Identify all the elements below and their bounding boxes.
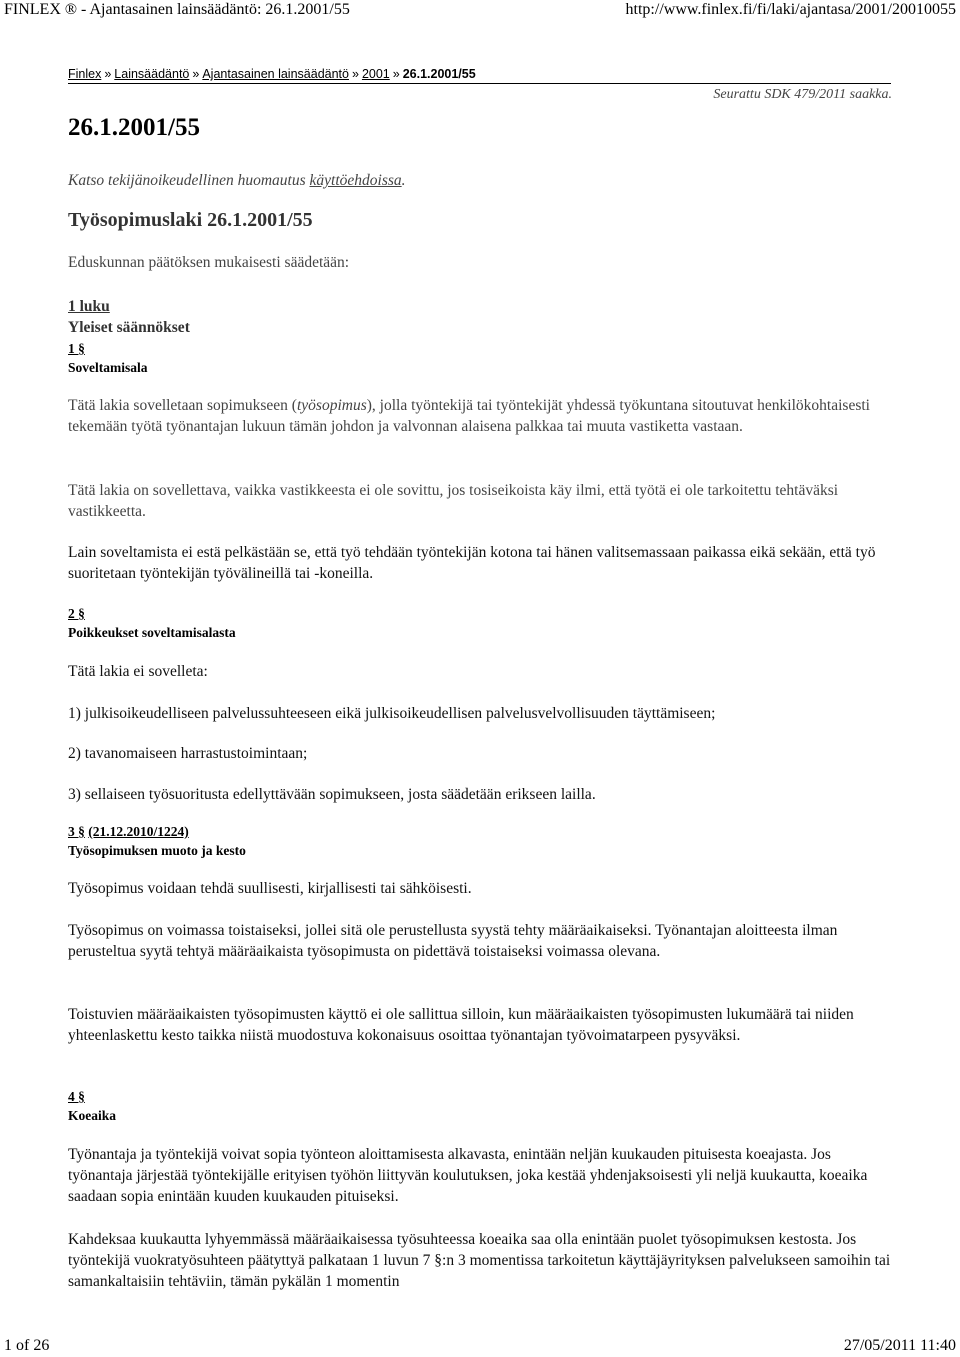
section-3-paragraph-1: Työsopimus voidaan tehdä suullisesti, kirjallisesti tai sähköisesti. (68, 880, 472, 897)
section-2-title: Poikkeukset soveltamisalasta (68, 625, 236, 640)
print-header-url: http://www.finlex.fi/fi/laki/ajantasa/2001/20010055 (625, 1, 956, 18)
section-4-number[interactable]: 4 § (68, 1089, 85, 1104)
copyright-text: Katso tekijänoikeudellinen huomautus (68, 172, 310, 189)
chapter-title: Yleiset säännökset (68, 319, 190, 336)
section-1-title: Soveltamisala (68, 360, 148, 375)
section-2-heading (68, 604, 236, 642)
enactment-clause: Eduskunnan päätöksen mukaisesti säädetään: (68, 254, 350, 271)
breadcrumb (68, 67, 891, 84)
section-2-paragraph-2: 1) julkisoikeudelliseen palvelussuhteeseen eikä julkisoikeudellisen palvelusvelvollisuuden täyttämiseen; (68, 705, 716, 722)
section-1-paragraph-3: Lain soveltamista ei estä pelkästään se, että työ tehdään työntekijän kotona tai hänen valitsemassaan paikassa eikä sekään, että työ suoritetaan työntekijän työvälineillä tai -koneilla. (68, 544, 876, 582)
breadcrumb-separator: » (104, 67, 112, 81)
breadcrumb-separator: » (192, 67, 200, 81)
section-2-paragraph-1: Tätä lakia ei sovelleta: (68, 663, 208, 680)
breadcrumb-ajantasainen[interactable]: Ajantasainen lainsäädäntö (202, 67, 349, 81)
section-4-paragraph-1: Työnantaja ja työntekijä voivat sopia työnteon aloittamisesta alkavasta, enintään neljän kuukauden pituisesta koeajasta. Jos työnantaja järjestää työntekijälle erityisen työhön liittyvän koulutuksen, joka kestää yhdenjaksoisesti yli neljä kuukautta, koeaika saadaan sopia enintään kuuden kuukauden pituiseksi. (68, 1146, 868, 1205)
section-4-paragraph-2: Kahdeksaa kuukautta lyhyemmässä määräaikaisessa työsuhteessa koeaika saa olla enintään puolet työsopimuksen kestosta. Jos työntekijä vuokratyösuhteen päätyttyä palkataan 1 luvun 7 §:n 3 momentissa tarkoitetun käyttäjäyrityksen palvelukseen samoihin tai samankaltaisiin tehtäviin, tämän pykälän 1 momentin (68, 1231, 891, 1290)
law-title: Työsopimuslaki 26.1.2001/55 (68, 209, 313, 231)
section-4-title: Koeaika (68, 1108, 117, 1123)
section-3-number[interactable]: 3 § (68, 824, 85, 839)
chapter-heading (68, 296, 190, 338)
copyright-notice (68, 172, 406, 190)
section-1-paragraph-1: Tätä lakia sovelletaan sopimukseen (työsopimus), jolla työntekijä tai työntekijät yhdessä työkuntana sitoutuvat henkilökohtaisesti tekemään työtä työnantajan lukuun tämän johdon ja valvonnan alaisena palkkaa tai muuta vastiketta vastaan. (68, 397, 870, 435)
followed-note: Seurattu SDK 479/2011 saakka. (713, 87, 892, 102)
section-1-paragraph-2: Tätä lakia on sovellettava, vaikka vastikkeesta ei ole sovittu, jos tosiseikoista käy ilmi, että työtä ei ole tarkoitettu tehtäväksi vastikkeetta. (68, 482, 839, 520)
copyright-end: . (401, 172, 406, 189)
section-4-heading (68, 1087, 116, 1125)
defined-term: työsopimus (296, 397, 367, 414)
breadcrumb-separator: » (392, 67, 400, 81)
terms-of-use-link[interactable]: käyttöehdoissa (309, 172, 402, 189)
print-header-title: FINLEX ® - Ajantasainen lainsäädäntö: 26.1.2001/55 (4, 1, 350, 18)
chapter-number: 1 luku (68, 298, 110, 315)
section-3-paragraph-3: Toistuvien määräaikaisten työsopimusten käyttö ei ole sallittua silloin, kun määräaikaisten työsopimusten lukumäärä tai niiden yhteenlaskettu kesto taikka niistä muodostuva kokonaisuus osoittaa työnantajan työvoimatarpeen pysyväksi. (68, 1006, 854, 1044)
page-title: 26.1.2001/55 (68, 114, 200, 141)
breadcrumb-lainsaadanto[interactable]: Lainsäädäntö (114, 67, 190, 81)
page-count: 1 of 26 (4, 1337, 50, 1354)
section-2-number[interactable]: 2 § (68, 606, 85, 621)
section-1-number[interactable]: 1 § (68, 341, 85, 356)
section-2-paragraph-4: 3) sellaiseen työsuoritusta edellyttävään sopimukseen, josta säädetään erikseen laillа. (68, 786, 596, 803)
breadcrumb-year[interactable]: 2001 (361, 67, 390, 81)
print-timestamp: 27/05/2011 11:40 (843, 1337, 956, 1354)
breadcrumb-finlex[interactable]: Finlex (68, 67, 102, 81)
print-header (0, 0, 960, 22)
section-2-paragraph-3: 2) tavanomaiseen harrastustoimintaan; (68, 745, 308, 762)
breadcrumb-current: 26.1.2001/55 (402, 67, 476, 81)
section-3-heading (68, 822, 246, 860)
section-3-amendment[interactable]: (21.12.2010/1224) (88, 824, 189, 839)
breadcrumb-separator: » (351, 67, 359, 81)
print-footer (0, 1336, 960, 1356)
section-1-heading (68, 339, 148, 377)
section-3-paragraph-2: Työsopimus on voimassa toistaiseksi, jollei sitä ole perustellusta syystä tehty määräaikaiseksi. Työnantajan aloitteesta ilman perusteltua syytä tehtyä määräaikaista työsopimusta on pidettävä toistaiseksi voimassa olevana. (68, 922, 838, 960)
section-3-title: Työsopimuksen muoto ja kesto (68, 843, 246, 858)
